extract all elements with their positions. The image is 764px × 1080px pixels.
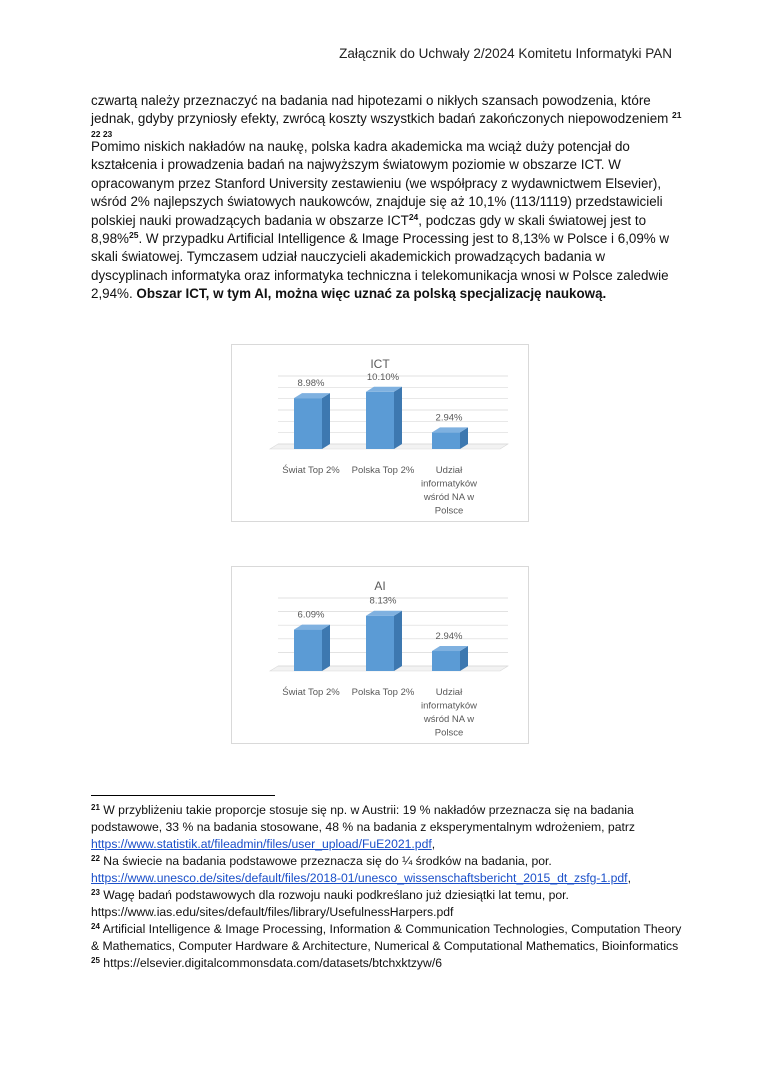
ai-chart-svg (232, 567, 528, 743)
ai-value-label-1: 6.09% (297, 609, 325, 621)
footnote-punct: , (431, 837, 436, 851)
ai-category-label-1: Świat Top 2% (282, 687, 340, 698)
footnote-link[interactable]: https://www.unesco.de/sites/default/files/2018-01/unesco_wissenschaftsbericht_2015_dt_zsfg-1.pdf (91, 871, 628, 885)
ict-value-label-1: 8.98% (297, 378, 325, 390)
footnote-text: Wagę badań podstawowych dla rozwoju nauki podkreślano już dziesiątki lat temu, por. https://www.ias.edu/sites/default/files/library/UsefulnessHarpers.pdf (91, 888, 569, 919)
footnote-number: 24 (91, 922, 100, 931)
footnote-21 (91, 802, 691, 853)
paragraph-potential (91, 138, 683, 304)
ict-category-label-1: Świat Top 2% (282, 465, 340, 476)
paragraph-potential-text-3: . W przypadku Artificial Intelligence & Image Processing jest to 8,13% w Polsce i 6,09% w skali światowej. Tymczasem udział nauczycieli akademickich prowadzących badania w dyscyplinach informatyka oraz informatyka techniczna i telekomunikacja wnosi w Polsce zaledwie 2,94%. (91, 231, 670, 302)
footnote-number: 21 (91, 803, 100, 812)
footnote-22 (91, 853, 691, 887)
paragraph-conclusion-bold: Obszar ICT, w tym AI, można więc uznać za polską specjalizację naukową. (136, 286, 607, 302)
footnote-number: 23 (91, 888, 100, 897)
footnotes (91, 802, 691, 972)
footnote-24 (91, 921, 691, 955)
page-header: Załącznik do Uchwały 2/2024 Komitetu Informatyki PAN (339, 46, 672, 61)
ai-bar-3 (432, 646, 468, 671)
footnote-text: W przybliżeniu takie proporcje stosuje się np. w Austrii: 19 % nakładów przeznacza się na badania podstawowe, 33 % na badania stosowane, 48 % na badania z eksperymentalnym wdrożeniem, patrz (91, 803, 636, 834)
ai-value-label-2: 8.13% (369, 595, 397, 607)
footnote-ref-25[interactable]: 25 (128, 230, 139, 241)
ai-chart-title: AI (374, 579, 386, 593)
ict-value-label-2: 10.10% (366, 371, 400, 383)
footnote-text: Artificial Intelligence & Image Processing, Information & Communication Technologies, Computation Theory & Mathematics, Computer Hardware & Architecture, Numerical & Computational Mathematics, Bioinformatics (91, 922, 682, 953)
ict-chart-title: ICT (370, 357, 390, 371)
ict-category-label-2: Polska Top 2% (351, 465, 415, 476)
footnote-link[interactable]: https://www.statistik.at/fileadmin/files/user_upload/FuE2021.pdf (91, 837, 432, 851)
ai-category-label-2: Polska Top 2% (351, 687, 415, 698)
paragraph-potential-text-2: , podczas gdy w skali światowej jest to 8,98% (91, 212, 647, 247)
ict-value-label-3: 2.94% (435, 412, 463, 424)
ict-category-label-3: Udział informatyków wśród NA w Polsce (421, 465, 477, 517)
footnote-ref-24[interactable]: 24 (408, 211, 419, 222)
ai-bar-2 (366, 611, 402, 671)
footnote-23 (91, 887, 691, 921)
footnote-text: https://elsevier.digitalcommonsdata.com/datasets/btchxktzyw/6 (103, 956, 442, 970)
footnote-25 (91, 955, 691, 972)
ict-chart (231, 344, 529, 522)
ict-bar-2 (366, 387, 402, 449)
footnote-punct: , (627, 871, 631, 885)
ai-chart (231, 566, 529, 744)
ict-chart-svg (232, 345, 528, 521)
paragraph-intro-text: czwartą należy przeznaczyć na badania nad hipotezami o nikłych szansach powodzenia, które jednak, gdyby przyniosły efekty, zwrócą koszty wszystkich badań zakończonych niepowodzeniem (91, 93, 673, 127)
ai-category-label-3: Udział informatyków wśród NA w Polsce (421, 687, 477, 739)
ict-bar-1 (294, 393, 330, 449)
footnote-text: Na świecie na badania podstawowe przeznacza się do ¼ środków na badania, por. (103, 854, 552, 868)
paragraph-potential-text-1: Pomimo niskich nakładów na naukę, polska kadra akademicka ma wciąż duży potencjał do kształcenia i prowadzenia badań na najwyższym światowym poziomie w obszarze ICT. W opracowanym przez Stanford University zestawieniu (we współpracy z wydawnictwem Elsevier), wśród 2% najlepszych światowych naukowców, znajduje się aż 10,1% (113/1119) przedstawicieli polskiej nauki prowadzących badania w obszarze ICT (91, 139, 663, 228)
footnote-refs-21-23[interactable]: 21 22 23 (91, 110, 682, 139)
footnote-number: 22 (91, 854, 100, 863)
ict-bar-3 (432, 427, 468, 449)
ai-value-label-3: 2.94% (435, 631, 463, 643)
footnote-separator (91, 795, 275, 796)
ai-bar-1 (294, 625, 330, 671)
footnote-number: 25 (91, 956, 100, 965)
